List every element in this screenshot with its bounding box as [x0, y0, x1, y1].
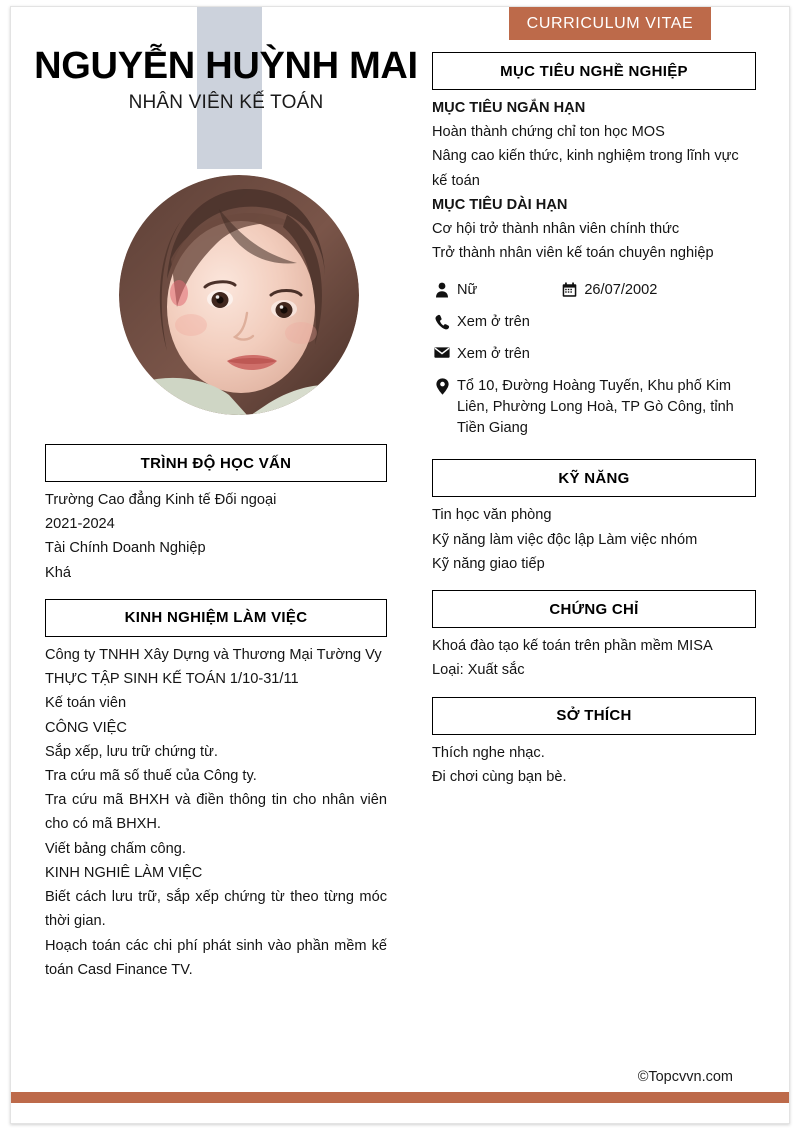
section-title-education: TRÌNH ĐỘ HỌC VẤN: [140, 454, 292, 472]
education-body: [45, 488, 387, 585]
hobby-item: Đi chơi cùng bạn bè.: [432, 768, 567, 785]
portrait-illustration: [119, 175, 359, 415]
education-item: Tài Chính Doanh Nghiệp: [45, 540, 206, 557]
name-header: [21, 45, 431, 114]
calendar-icon: [559, 280, 579, 298]
objective-short-term-label: MỤC TIÊU NGẮN HẠN: [432, 100, 586, 116]
section-header-certificates: [432, 590, 756, 628]
experience-item: Biết cách lưu trữ, sắp xếp chứng từ theo từng móc thời gian.: [45, 889, 387, 930]
objective-short-term-item: Hoàn thành chứng chỉ ton học MOS: [432, 124, 665, 141]
contact-row-email: [432, 344, 756, 365]
certificate-item: Loại: Xuất sắc: [432, 662, 525, 679]
experience-item: Kế toán viên: [45, 695, 127, 712]
contact-address: Tổ 10, Đường Hoàng Tuyến, Khu phố Kim Liên, Phường Long Hoà, TP Gò Công, tỉnh Tiền Giang: [457, 378, 734, 437]
section-header-hobbies: [432, 697, 756, 735]
experience-item: THỰC TẬP SINH KẾ TOÁN 1/10-31/11: [45, 671, 299, 688]
section-header-experience: [45, 599, 387, 637]
experience-item: Tra cứu mã BHXH và điền thông tin cho nhân viên cho có mã BHXH.: [45, 792, 387, 833]
person-icon: [432, 280, 452, 298]
contact-row-phone: [432, 312, 756, 333]
experience-item: Tra cứu mã số thuế của Công ty.: [45, 767, 257, 784]
experience-item: Sắp xếp, lưu trữ chứng từ.: [45, 743, 218, 760]
objective-short-term-item: Nâng cao kiến thức, kinh nghiệm trong lĩnh vực kế toán: [432, 148, 739, 189]
hobby-item: Thích nghe nhạc.: [432, 744, 545, 761]
experience-item: Công ty TNHH Xây Dựng và Thương Mại Tường Vy: [45, 646, 382, 663]
hobbies-body: [432, 741, 756, 789]
right-column: [432, 52, 756, 803]
skill-item: Tin học văn phòng: [432, 507, 552, 524]
skills-body: [432, 503, 756, 576]
objective-long-term-label: MỤC TIÊU DÀI HẠN: [432, 196, 568, 213]
phone-icon: [432, 312, 452, 330]
candidate-full-name: NGUYỄN HUỲNH MAI: [34, 45, 418, 87]
education-item: 2021-2024: [45, 516, 115, 533]
skill-item: Kỹ năng làm việc độc lập Làm việc nhóm: [432, 531, 698, 548]
section-header-objective: [432, 52, 756, 90]
section-title-skills: KỸ NĂNG: [558, 469, 630, 487]
experience-body: [45, 643, 387, 982]
portrait-photo: [119, 175, 359, 415]
contact-row-address: [432, 376, 756, 439]
certificates-body: [432, 634, 756, 682]
experience-item: CÔNG VIỆC: [45, 719, 127, 736]
location-pin-icon: [432, 376, 452, 395]
candidate-job-title: NHÂN VIÊN KẾ TOÁN: [128, 91, 324, 113]
section-title-experience: KINH NGHIỆM LÀM VIỆC: [124, 609, 308, 627]
contact-row-gender-birthday: [432, 280, 756, 301]
objective-long-term-item: Cơ hội trở thành nhân viên chính thức: [432, 221, 680, 238]
certificate-item: Khoá đào tạo kế toán trên phần mềm MISA: [432, 638, 713, 655]
footer-accent-bar: [11, 1092, 790, 1103]
contact-birthday: 26/07/2002: [584, 281, 658, 298]
experience-item: Hoạch toán các chi phí phát sinh vào phần mềm kế toán Casd Finance TV.: [45, 937, 387, 978]
experience-item: KINH NGHIÊ LÀM VIỆC: [45, 864, 203, 881]
section-title-certificates: CHỨNG CHỈ: [549, 600, 639, 618]
curriculum-vitae-banner: [509, 7, 711, 40]
section-header-skills: [432, 459, 756, 497]
envelope-icon: [432, 344, 452, 359]
left-column: [45, 444, 387, 996]
education-item: Khá: [45, 564, 71, 581]
section-title-objective: MỤC TIÊU NGHỀ NGHIỆP: [500, 62, 688, 80]
objective-body: [432, 96, 756, 266]
section-title-hobbies: SỞ THÍCH: [556, 707, 632, 725]
section-header-education: [45, 444, 387, 482]
skill-item: Kỹ năng giao tiếp: [432, 555, 545, 572]
cv-page: [10, 6, 790, 1124]
contact-email: Xem ở trên: [457, 345, 530, 362]
objective-long-term-item: Trở thành nhân viên kế toán chuyên nghiệp: [432, 245, 714, 262]
contact-phone: Xem ở trên: [457, 313, 530, 330]
experience-item: Viết bảng chấm công.: [45, 840, 186, 857]
education-item: Trường Cao đẳng Kinh tế Đối ngoại: [45, 492, 277, 508]
curriculum-vitae-label: CURRICULUM VITAE: [526, 14, 694, 32]
footer-credit: ©Topcvvn.com: [637, 1069, 733, 1085]
contact-gender: Nữ: [457, 281, 478, 298]
contact-block: [432, 280, 756, 440]
